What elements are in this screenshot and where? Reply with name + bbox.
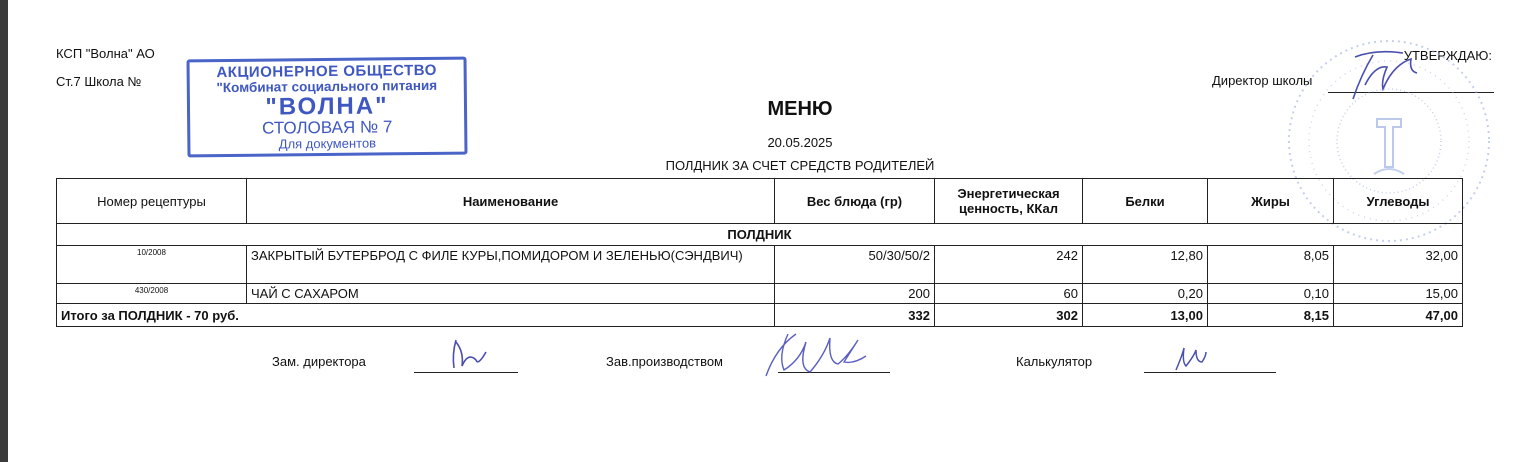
menu-subtitle: ПОЛДНИК ЗА СЧЕТ СРЕДСТВ РОДИТЕЛЕЙ (665, 158, 935, 173)
col-weight: Вес блюда (гр) (775, 179, 935, 224)
total-label: Итого за ПОЛДНИК - 70 руб. (57, 304, 775, 327)
col-recipe: Номер рецептуры (57, 179, 247, 224)
table-row (57, 284, 1463, 304)
col-carbs: Углеводы (1334, 179, 1463, 224)
row-energy: 60 (935, 284, 1083, 304)
col-fat: Жиры (1208, 179, 1334, 224)
col-protein: Белки (1083, 179, 1208, 224)
scan-edge (0, 0, 8, 462)
total-row (57, 304, 1463, 327)
deputy-signature (446, 334, 496, 374)
total-weight: 332 (775, 304, 935, 327)
row-carbs: 15,00 (1334, 284, 1463, 304)
total-energy: 302 (935, 304, 1083, 327)
menu-date: 20.05.2025 (767, 135, 833, 150)
stamp-line-4: СТОЛОВАЯ № 7 (261, 117, 393, 138)
stamp-line-5: Для документов (278, 135, 377, 152)
row-protein: 12,80 (1083, 246, 1208, 284)
row-name: ЧАЙ С САХАРОМ (247, 284, 775, 304)
row-recipe: 430/2008 (57, 284, 247, 304)
row-recipe: 10/2008 (57, 246, 247, 284)
row-carbs: 32,00 (1334, 246, 1463, 284)
section-title: ПОЛДНИК (57, 224, 1463, 246)
row-weight: 200 (775, 284, 935, 304)
director-label: Директор школы (1212, 73, 1313, 88)
total-carbs: 47,00 (1334, 304, 1463, 327)
approve-label: УТВЕРЖДАЮ: (1403, 48, 1492, 63)
stamp-line-1: АКЦИОНЕРНОЕ ОБЩЕСТВО (216, 61, 437, 82)
school-name: Ст.7 Школа № (56, 74, 142, 89)
director-signature (1335, 45, 1430, 105)
calculator-signature (1170, 342, 1210, 374)
total-protein: 13,00 (1083, 304, 1208, 327)
total-fat: 8,15 (1208, 304, 1334, 327)
col-name: Наименование (247, 179, 775, 224)
row-protein: 0,20 (1083, 284, 1208, 304)
table-row (57, 246, 1463, 284)
row-fat: 0,10 (1208, 284, 1334, 304)
org-name: КСП "Волна" АО (56, 46, 155, 61)
col-energy: Энергетическая ценность, ККал (935, 179, 1083, 224)
calculator-sign-line (1144, 372, 1276, 373)
row-name: ЗАКРЫТЫЙ БУТЕРБРОД С ФИЛЕ КУРЫ,ПОМИДОРОМ И ЗЕЛЕНЬЮ(СЭНДВИЧ) (247, 246, 775, 284)
production-label: Зав.производством (606, 354, 723, 369)
row-weight: 50/30/50/2 (775, 246, 935, 284)
row-energy: 242 (935, 246, 1083, 284)
production-signature (758, 326, 888, 381)
deputy-label: Зам. директора (272, 354, 366, 369)
stamp-line-3: "ВОЛНА" (265, 92, 389, 121)
stamp-line-2: "Комбинат социального питания (216, 77, 438, 95)
calculator-label: Калькулятор (1016, 354, 1093, 369)
row-fat: 8,05 (1208, 246, 1334, 284)
page-title: МЕНЮ (767, 98, 833, 120)
menu-table (56, 178, 1463, 327)
